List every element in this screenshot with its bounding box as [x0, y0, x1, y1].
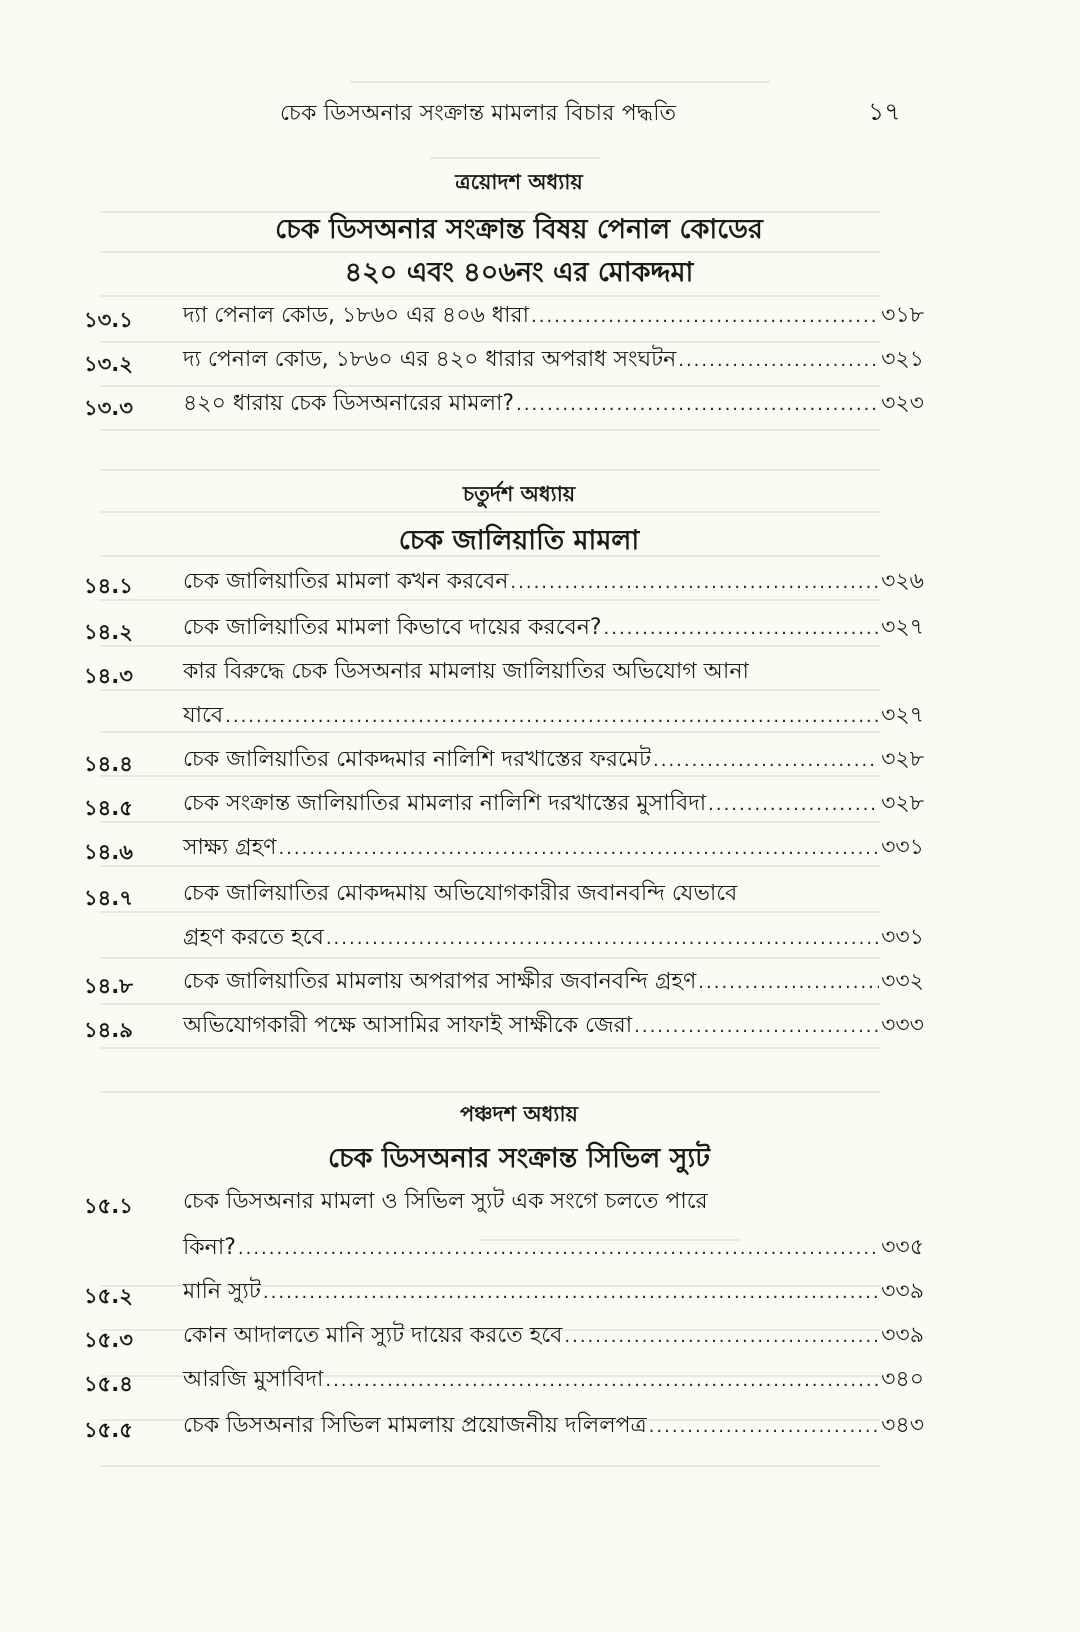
section-number: ১৪.৩	[84, 664, 133, 688]
chapter-title: চেক ডিসঅনার সংক্রান্ত সিভিল স্যুট	[328, 1143, 710, 1174]
entry-page: ৩৩১	[881, 835, 924, 860]
entry-title: অভিযোগকারী পক্ষে আসামির সাফাই সাক্ষীকে জেরা	[183, 1013, 633, 1038]
entry-title: চেক জালিয়াতির মোকদ্দমার নালিশি দরখাস্তের ফরমেট	[183, 747, 652, 772]
dot-leader	[531, 297, 879, 337]
chapter-label: চতুর্দশ অধ্যায়	[462, 482, 576, 506]
entry-page: ৩৩২	[881, 969, 924, 994]
entry-title-continued: যাবে	[183, 703, 224, 728]
entry-title: দ্য পেনাল কোড, ১৮৬০ এর ৪২০ ধারার অপরাধ সংঘটন	[183, 347, 677, 372]
entry-page: ৩৩৯	[881, 1279, 924, 1304]
dot-leader	[604, 609, 880, 649]
dot-leader	[510, 563, 879, 603]
entry-page: ৩৪৩	[881, 1413, 924, 1438]
section-number: ১৫.৩	[84, 1328, 133, 1352]
entry-page: ৩২১	[881, 347, 924, 372]
section-number: ১৫.১	[84, 1194, 133, 1218]
section-number: ১৪.৭	[84, 886, 133, 910]
entry-title: চেক জালিয়াতির মামলা কখন করবেন	[183, 569, 509, 594]
dot-leader	[238, 1229, 879, 1269]
chapter-title: চেক ডিসঅনার সংক্রান্ত বিষয় পেনাল কোডের	[275, 214, 763, 245]
entry-page: ৩৩৫	[881, 1235, 924, 1260]
dot-leader	[698, 963, 879, 1003]
entry-page: ৩৩৩	[881, 1013, 924, 1038]
page-number: ১৭	[868, 97, 901, 126]
section-number: ১৫.৪	[84, 1372, 133, 1396]
dot-leader	[263, 1273, 879, 1313]
entry-page: ৩১৮	[881, 303, 924, 328]
dot-leader	[564, 1317, 879, 1357]
entry-title: চেক জালিয়াতির মোকদ্দমায় অভিযোগকারীর জবানবন্দি যেভাবে	[183, 881, 738, 906]
dot-leader	[649, 1407, 879, 1447]
entry-page: ৩২৬	[881, 569, 924, 594]
dot-leader	[708, 785, 879, 825]
entry-title: চেক ডিসঅনার সিভিল মামলায় প্রয়োজনীয় দলিলপত্র	[183, 1413, 647, 1438]
dot-leader	[634, 1007, 879, 1047]
section-number: ১৪.৫	[84, 796, 133, 820]
entry-title: আরজি মুসাবিদা	[183, 1367, 324, 1392]
entry-title: ৪২০ ধারায় চেক ডিসঅনারের মামলা?	[183, 391, 515, 416]
entry-title-continued: কিনা?	[183, 1235, 236, 1260]
entry-page: ৩৩৯	[881, 1323, 924, 1348]
entry-page: ৩২৮	[881, 791, 924, 816]
dot-leader	[325, 1361, 879, 1401]
section-number: ১৪.৮	[84, 974, 133, 998]
entry-page: ৩২৮	[881, 747, 924, 772]
entry-page: ৩২৭	[881, 615, 924, 640]
entry-page: ৩৪০	[881, 1367, 924, 1392]
entry-title: চেক জালিয়াতির মামলা কিভাবে দায়ের করবেন?	[183, 615, 602, 640]
dot-leader	[326, 919, 879, 959]
entry-title: চেক জালিয়াতির মামলায় অপরাপর সাক্ষীর জবানবন্দি গ্রহণ	[183, 969, 697, 994]
section-number: ১৫.২	[84, 1284, 133, 1308]
dot-leader	[225, 697, 879, 737]
running-title: চেক ডিসঅনার সংক্রান্ত মামলার বিচার পদ্ধতি	[280, 101, 677, 126]
section-number: ১৪.২	[84, 620, 133, 644]
entry-title: সাক্ষ্য গ্রহণ	[183, 835, 277, 860]
dot-leader	[653, 741, 879, 781]
dot-leader	[678, 341, 879, 381]
chapter-title: চেক জালিয়াতি মামলা	[398, 525, 640, 556]
chapter-label: পঞ্চদশ অধ্যায়	[460, 1102, 578, 1126]
section-number: ১৪.৯	[84, 1018, 133, 1042]
section-number: ১৪.৬	[84, 840, 133, 864]
entry-title: চেক সংক্রান্ত জালিয়াতির মামলার নালিশি দরখাস্তের মুসাবিদা	[183, 791, 707, 816]
section-number: ১৩.১	[84, 308, 133, 332]
entry-title-continued: গ্রহণ করতে হবে	[183, 925, 324, 950]
running-header	[0, 92, 1038, 132]
entry-page: ৩২৩	[881, 391, 924, 416]
chapter-title: ৪২০ এবং ৪০৬নং এর মোকদ্দমা	[344, 257, 694, 288]
entry-page: ৩৩১	[881, 925, 924, 950]
dot-leader	[516, 385, 879, 425]
entry-title: চেক ডিসঅনার মামলা ও সিভিল স্যুট এক সংগে চলতে পারে	[183, 1189, 708, 1214]
entry-title: কার বিরুদ্ধে চেক ডিসঅনার মামলায় জালিয়াতির অভিযোগ আনা	[183, 659, 749, 684]
section-number: ১৫.৫	[84, 1418, 133, 1442]
section-number: ১৪.১	[84, 574, 133, 598]
chapter-label: ত্রয়োদশ অধ্যায়	[455, 170, 583, 194]
entry-title: মানি স্যুট	[183, 1279, 261, 1304]
entry-title: কোন আদালতে মানি স্যুট দায়ের করতে হবে	[183, 1323, 563, 1348]
section-number: ১৩.২	[84, 352, 133, 376]
section-number: ১৩.৩	[84, 396, 133, 420]
entry-page: ৩২৭	[881, 703, 924, 728]
dot-leader	[278, 829, 879, 869]
entry-title: দ্যা পেনাল কোড, ১৮৬০ এর ৪০৬ ধারা	[183, 303, 529, 328]
section-number: ১৪.৪	[84, 752, 133, 776]
